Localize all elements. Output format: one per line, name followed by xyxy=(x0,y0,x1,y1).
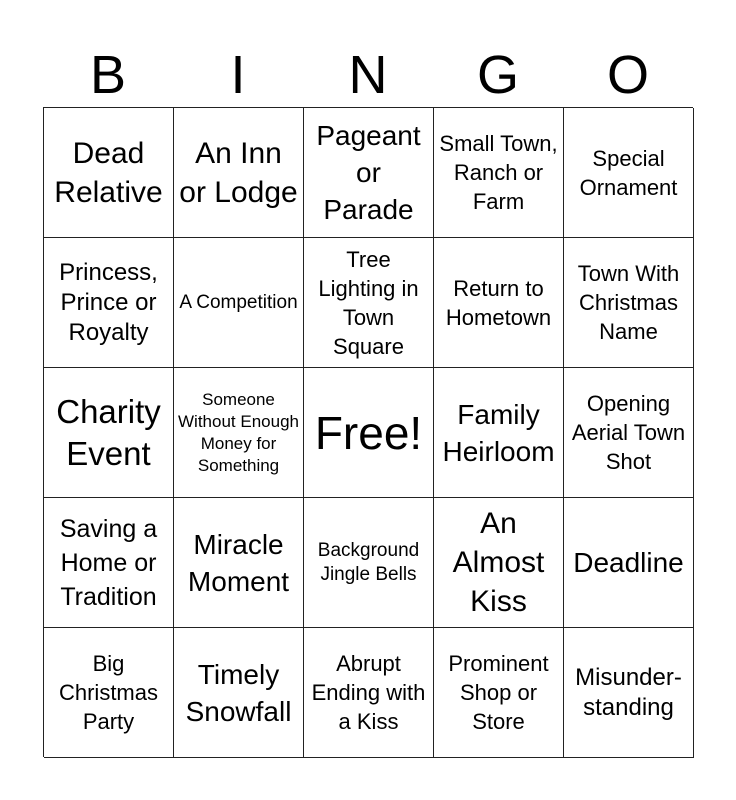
cell-text: Princess, Prince or Royalty xyxy=(59,258,158,346)
bingo-cell[interactable] xyxy=(174,498,304,628)
bingo-cell[interactable] xyxy=(304,628,434,758)
bingo-cell[interactable] xyxy=(564,628,694,758)
bingo-cell[interactable] xyxy=(434,108,564,238)
bingo-header xyxy=(43,44,693,106)
bingo-cell[interactable] xyxy=(564,108,694,238)
header-letter-i: I xyxy=(230,45,246,105)
bingo-cell[interactable] xyxy=(44,498,174,628)
header-letter-o: O xyxy=(606,45,649,105)
bingo-cell[interactable] xyxy=(434,498,564,628)
cell-text: Dead Relative xyxy=(54,136,163,209)
cell-text: Free! xyxy=(314,406,423,459)
cell-text: Town With Christmas Name xyxy=(577,261,680,344)
bingo-cell[interactable] xyxy=(564,238,694,368)
header-letter-n: N xyxy=(348,45,388,105)
cell-text: Miracle Moment xyxy=(187,528,290,597)
header-letter-g: G xyxy=(476,45,519,105)
cell-text: Charity Event xyxy=(56,392,161,472)
bingo-cell[interactable] xyxy=(174,238,304,368)
bingo-cell[interactable] xyxy=(44,108,174,238)
cell-text: Tree Lighting in Town Square xyxy=(318,246,419,359)
bingo-cell[interactable] xyxy=(564,368,694,498)
bingo-cell[interactable] xyxy=(174,628,304,758)
cell-text: Background Jingle Bells xyxy=(317,539,420,585)
cell-text: Family Heirloom xyxy=(442,398,555,467)
bingo-cell[interactable] xyxy=(434,628,564,758)
cell-text: Small Town, Ranch or Farm xyxy=(439,131,558,214)
bingo-cell[interactable] xyxy=(174,368,304,498)
bingo-cell[interactable] xyxy=(44,238,174,368)
cell-text: Saving a Home or Tradition xyxy=(59,514,158,611)
bingo-grid xyxy=(43,107,693,757)
cell-text: Deadline xyxy=(573,547,684,578)
cell-text: Pageant or Parade xyxy=(316,120,421,225)
bingo-cell[interactable] xyxy=(434,238,564,368)
cell-text: Big Christmas Party xyxy=(58,651,158,734)
cell-text: A Competition xyxy=(179,291,298,313)
cell-text: Prominent Shop or Store xyxy=(448,651,549,734)
bingo-cell[interactable] xyxy=(44,368,174,498)
cell-text: Opening Aerial Town Shot xyxy=(571,391,686,474)
bingo-cell[interactable] xyxy=(564,498,694,628)
header-letter-b: B xyxy=(89,45,127,105)
bingo-cell[interactable] xyxy=(304,238,434,368)
cell-text: Misunder-standing xyxy=(575,663,682,721)
bingo-cell[interactable] xyxy=(304,108,434,238)
cell-text: Special Ornament xyxy=(579,145,678,200)
cell-text: An Almost Kiss xyxy=(452,507,545,618)
bingo-cell[interactable] xyxy=(174,108,304,238)
bingo-cell[interactable] xyxy=(44,628,174,758)
cell-text: An Inn or Lodge xyxy=(179,136,298,209)
cell-text: Someone Without Enough Money for Something xyxy=(178,389,299,475)
bingo-cell[interactable] xyxy=(434,368,564,498)
cell-text: Timely Snowfall xyxy=(185,658,292,727)
free-space[interactable] xyxy=(304,368,434,498)
cell-text: Return to Hometown xyxy=(445,275,552,330)
bingo-cell[interactable] xyxy=(304,498,434,628)
cell-text: Abrupt Ending with a Kiss xyxy=(311,651,426,734)
